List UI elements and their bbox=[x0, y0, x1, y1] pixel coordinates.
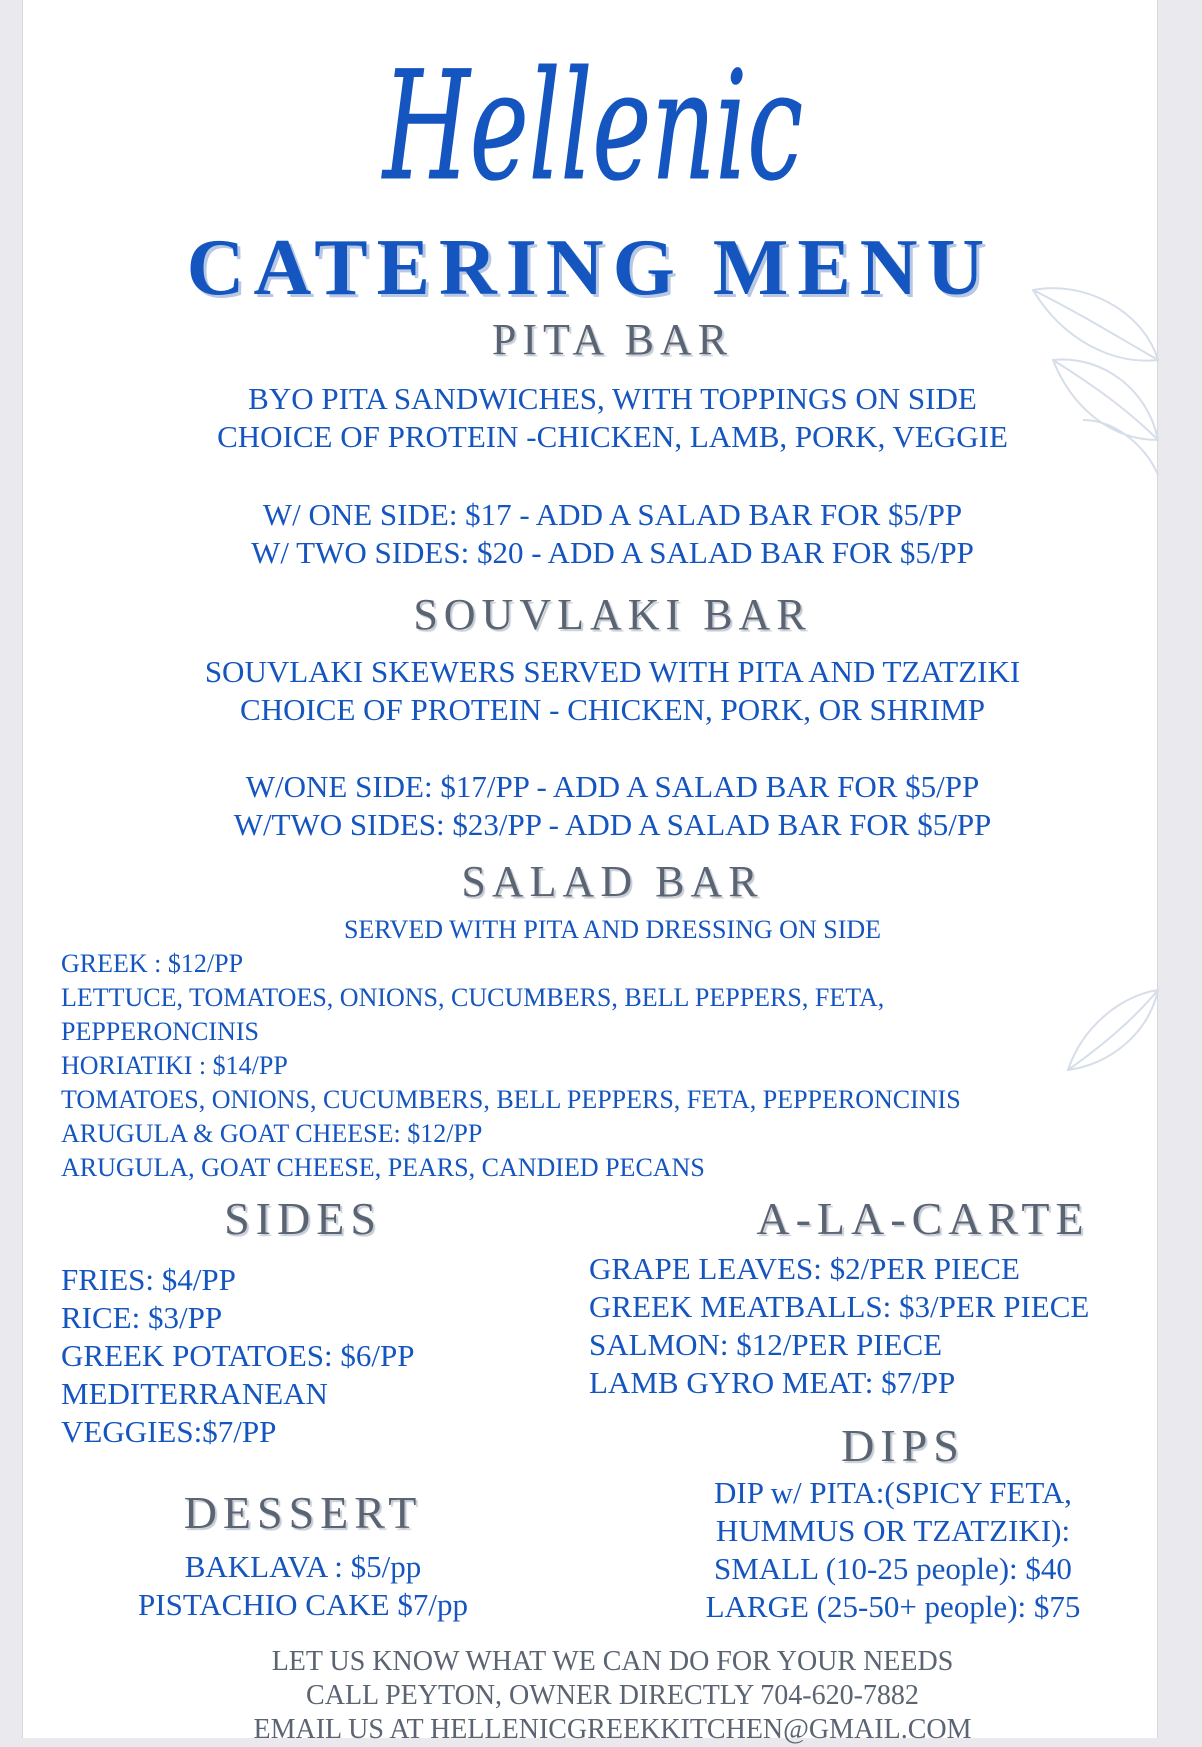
souvlaki-bar-description bbox=[23, 653, 1202, 729]
hellenic-logo bbox=[353, 8, 833, 238]
list-item: CHOICE OF PROTEIN - CHICKEN, PORK, OR SHRIMP bbox=[240, 692, 985, 727]
pita-bar-prices bbox=[23, 496, 1202, 572]
list-item: BYO PITA SANDWICHES, WITH TOPPINGS ON SIDE bbox=[248, 381, 977, 416]
list-item: W/TWO SIDES: $23/PP - ADD A SALAD BAR FOR $5/PP bbox=[233, 807, 992, 842]
list-item: CHOICE OF PROTEIN -CHICKEN, LAMB, PORK, VEGGIE bbox=[217, 419, 1008, 454]
a-la-carte-list bbox=[589, 1250, 1089, 1402]
list-item: GRAPE LEAVES: $2/PER PIECE bbox=[589, 1251, 1020, 1286]
list-item: SALMON: $12/PER PIECE bbox=[589, 1327, 943, 1362]
section-heading-salad-bar: SALAD BAR bbox=[461, 857, 764, 906]
decorative-leaf-icon bbox=[1063, 985, 1163, 1085]
footer-phone: CALL PEYTON, OWNER DIRECTLY 704-620-7882 bbox=[306, 1680, 919, 1711]
footer-line: LET US KNOW WHAT WE CAN DO FOR YOUR NEEDS bbox=[271, 1646, 954, 1677]
footer-contact bbox=[23, 1645, 1202, 1747]
salad-bar-list bbox=[61, 947, 961, 1185]
list-item: ARUGULA, GOAT CHEESE, PEARS, CANDIED PECANS bbox=[61, 1153, 705, 1182]
footer-email: EMAIL US AT HELLENICGREEKKITCHEN@GMAIL.COM bbox=[253, 1714, 972, 1745]
list-item: HUMMUS OR TZATZIKI): bbox=[715, 1513, 1071, 1548]
pita-bar-description bbox=[23, 380, 1202, 456]
section-heading-dips: DIPS bbox=[841, 1420, 965, 1471]
section-heading-a-la-carte: A-LA-CARTE bbox=[756, 1193, 1090, 1244]
list-item: GREEK MEATBALLS: $3/PER PIECE bbox=[589, 1289, 1090, 1324]
section-heading-dessert: DESSERT bbox=[183, 1487, 423, 1538]
dessert-list bbox=[83, 1548, 523, 1624]
list-item: LARGE (25-50+ people): $75 bbox=[705, 1589, 1081, 1624]
salad-bar-subtitle: SERVED WITH PITA AND DRESSING ON SIDE bbox=[343, 915, 882, 944]
souvlaki-bar-prices bbox=[23, 768, 1202, 844]
dips-list bbox=[653, 1474, 1133, 1626]
sides-list bbox=[61, 1261, 415, 1451]
list-item: RICE: $3/PP bbox=[61, 1300, 223, 1335]
list-item: GREEK POTATOES: $6/PP bbox=[61, 1338, 415, 1373]
list-item: VEGGIES:$7/PP bbox=[61, 1414, 277, 1449]
list-item: MEDITERRANEAN bbox=[61, 1376, 328, 1411]
list-item: BAKLAVA : $5/pp bbox=[184, 1549, 422, 1584]
svg-text:Hellenic: Hellenic bbox=[381, 40, 803, 214]
list-item: LETTUCE, TOMATOES, ONIONS, CUCUMBERS, BELL PEPPERS, FETA, bbox=[61, 983, 885, 1012]
list-item: W/ TWO SIDES: $20 - ADD A SALAD BAR FOR $5/PP bbox=[251, 535, 974, 570]
page-title: CATERING MENU bbox=[186, 224, 994, 312]
list-item: TOMATOES, ONIONS, CUCUMBERS, BELL PEPPERS, FETA, PEPPERONCINIS bbox=[61, 1085, 961, 1114]
menu-page bbox=[22, 0, 1158, 1745]
list-item: SOUVLAKI SKEWERS SERVED WITH PITA AND TZATZIKI bbox=[204, 654, 1021, 689]
list-item: DIP w/ PITA:(SPICY FETA, bbox=[714, 1475, 1072, 1510]
list-item: HORIATIKI : $14/PP bbox=[61, 1051, 288, 1080]
list-item: SMALL (10-25 people): $40 bbox=[714, 1551, 1072, 1586]
list-item: ARUGULA & GOAT CHEESE: $12/PP bbox=[61, 1119, 483, 1148]
list-item: W/ONE SIDE: $17/PP - ADD A SALAD BAR FOR $5/PP bbox=[245, 769, 980, 804]
section-heading-souvlaki-bar: SOUVLAKI BAR bbox=[413, 590, 812, 639]
list-item: FRIES: $4/PP bbox=[61, 1262, 236, 1297]
list-item: W/ ONE SIDE: $17 - ADD A SALAD BAR FOR $5/PP bbox=[262, 497, 963, 532]
section-heading-sides: SIDES bbox=[224, 1193, 382, 1244]
list-item: PEPPERONCINIS bbox=[61, 1017, 259, 1046]
list-item: LAMB GYRO MEAT: $7/PP bbox=[589, 1365, 956, 1400]
section-heading-pita-bar: PITA BAR bbox=[491, 315, 734, 364]
list-item: GREEK : $12/PP bbox=[61, 949, 244, 978]
list-item: PISTACHIO CAKE $7/pp bbox=[138, 1587, 468, 1622]
